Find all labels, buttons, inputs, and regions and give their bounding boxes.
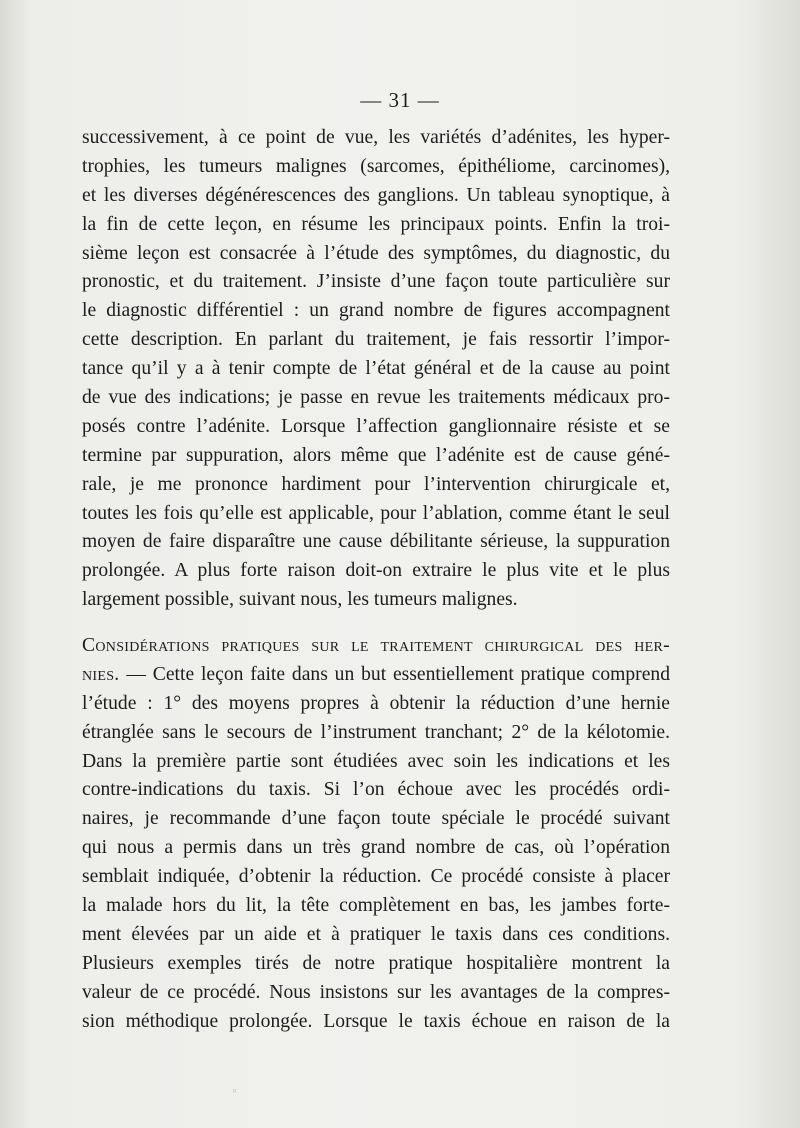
text-line: naires, je recommande d’une façon toute spéciale le procédé suivant bbox=[82, 808, 670, 830]
paragraph-hernies bbox=[82, 632, 670, 1036]
text-line: qui nous a permis dans un très grand nombre de cas, où l’opération bbox=[82, 837, 670, 859]
text-line: le diagnostic différentiel : un grand nombre de figures accompagnent bbox=[82, 300, 670, 322]
text-line: et les diverses dégénérescences des ganglions. Un tableau synoptique, à bbox=[82, 184, 670, 206]
text-line: la fin de cette leçon, en résume les principaux points. Enfin la troi- bbox=[82, 213, 670, 235]
text-line: tance qu’il y a à tenir compte de l’état général et de la cause au point bbox=[82, 358, 670, 380]
text-line: la malade hors du lit, la tête complètement en bas, les jambes forte- bbox=[82, 895, 670, 917]
text-line bbox=[82, 661, 670, 690]
text-line: contre-indications du taxis. Si l’on échoue avec les procédés ordi- bbox=[82, 779, 670, 801]
text-line: Dans la première partie sont étudiées avec soin les indications et les bbox=[82, 750, 670, 772]
paragraph-adenites bbox=[82, 124, 670, 615]
text-line: cette description. En parlant du traitement, je fais ressortir l’impor- bbox=[82, 329, 670, 351]
text-line: prolongée. A plus forte raison doit-on extraire le plus vite et le plus bbox=[82, 560, 670, 582]
text-line: posés contre l’adénite. Lorsque l’affection ganglionnaire résiste et se bbox=[82, 415, 670, 437]
text-line: valeur de ce procédé. Nous insistons sur les avantages de la compres- bbox=[82, 981, 670, 1003]
text-line: Plusieurs exemples tirés de notre pratique hospitalière montrent la bbox=[82, 952, 670, 974]
text-line: largement possible, suivant nous, les tumeurs malignes. bbox=[82, 589, 518, 611]
text-line: pronostic, et du traitement. J’insiste d’une façon toute particulière sur bbox=[82, 271, 670, 293]
section-heading: Considérations pratiques sur le traitement chirurgical des her- bbox=[82, 635, 670, 656]
text-line: de vue des indications; je passe en revue les traitements médicaux pro- bbox=[82, 387, 670, 409]
section-heading-line bbox=[82, 632, 670, 661]
text-span: — Cette leçon faite dans un but essentiellement pratique comprend bbox=[119, 663, 670, 685]
text-line: semblait indiquée, d’obtenir la réduction. Ce procédé consiste à placer bbox=[82, 866, 670, 888]
text-line: toutes les fois qu’elle est applicable, pour l’ablation, comme étant le seul bbox=[82, 502, 670, 524]
text-line: rale, je me prononce hardiment pour l’intervention chirurgicale et, bbox=[82, 473, 670, 495]
page-number: — 31 — bbox=[360, 88, 440, 112]
paper-blemish: ◦ bbox=[232, 1084, 237, 1099]
section-heading-end: nies. bbox=[82, 663, 120, 685]
text-line: étranglée sans le secours de l’instrument tranchant; 2° de la kélotomie. bbox=[82, 721, 670, 743]
text-line: successivement, à ce point de vue, les variétés d’adénites, les hyper- bbox=[82, 127, 670, 148]
text-line: moyen de faire disparaître une cause débilitante sérieuse, la suppuration bbox=[82, 531, 670, 553]
text-line: trophies, les tumeurs malignes (sarcomes, épithéliome, carcinomes), bbox=[82, 155, 670, 177]
text-line: termine par suppuration, alors même que l’adénite est de cause géné- bbox=[82, 444, 670, 466]
text-line: l’étude : 1° des moyens propres à obtenir la réduction d’une hernie bbox=[82, 692, 670, 714]
text-line: sion méthodique prolongée. Lorsque le taxis échoue en raison de la bbox=[82, 1010, 670, 1032]
text-line: sième leçon est consacrée à l’étude des symptômes, du diagnostic, du bbox=[82, 242, 670, 264]
text-line: ment élevées par un aide et à pratiquer le taxis dans ces conditions. bbox=[82, 923, 670, 945]
